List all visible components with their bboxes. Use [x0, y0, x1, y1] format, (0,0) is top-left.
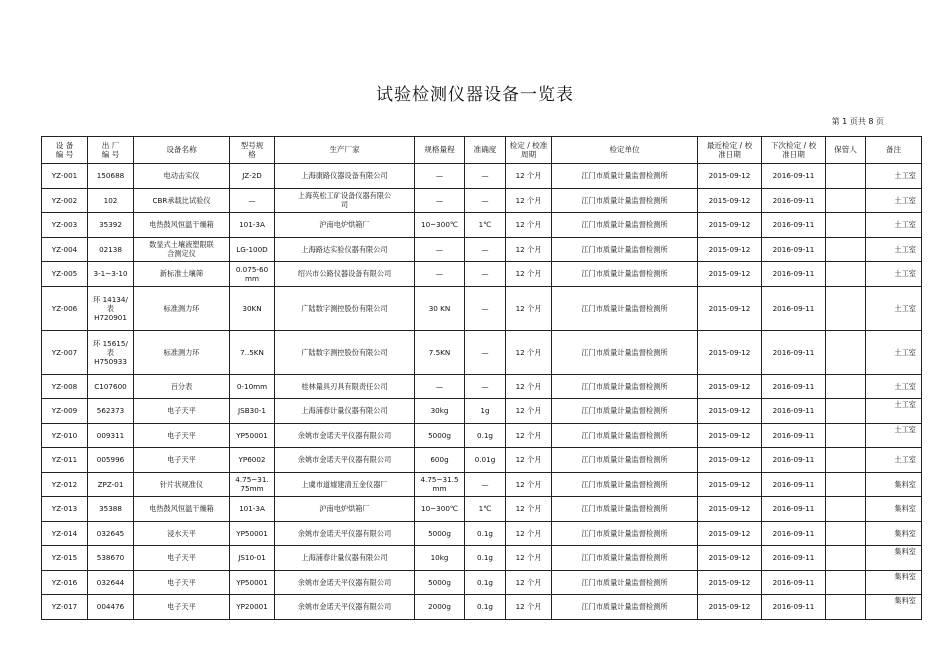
- table-row: [42, 237, 922, 262]
- table-cell: —: [415, 164, 465, 189]
- table-cell: 环 14134/ 表 H720901: [88, 286, 134, 330]
- table-cell: 5000g: [415, 570, 465, 595]
- table-cell: 针片状规准仪: [134, 472, 230, 497]
- table-cell: 集料室: [866, 570, 922, 595]
- table-row: [42, 374, 922, 399]
- table-cell: 2015-09-12: [698, 595, 762, 620]
- table-cell: 上海浦春计量仪器有限公司: [275, 399, 415, 424]
- table-cell: 35388: [88, 497, 134, 522]
- table-cell: 2015-09-12: [698, 448, 762, 473]
- table-cell: 江门市质量计量监督检测所: [552, 448, 698, 473]
- table-cell: 2015-09-12: [698, 472, 762, 497]
- column-header: 备注: [866, 137, 922, 164]
- table-cell: 江门市质量计量监督检测所: [552, 164, 698, 189]
- table-cell: 3-1~3-10: [88, 262, 134, 287]
- table-row: [42, 570, 922, 595]
- table-cell: YP50001: [230, 423, 275, 448]
- table-cell: 12 个月: [506, 237, 552, 262]
- table-cell: 2000g: [415, 595, 465, 620]
- table-cell: 上海英松工矿设备仪器有限公 司: [275, 188, 415, 213]
- table-cell: [826, 399, 866, 424]
- table-cell: 电热鼓风恒温干燥箱: [134, 497, 230, 522]
- table-cell: YZ-014: [42, 521, 88, 546]
- table-cell: 032645: [88, 521, 134, 546]
- table-cell: [826, 286, 866, 330]
- table-cell: 沪南电炉烘箱厂: [275, 497, 415, 522]
- table-cell: 土工室: [866, 448, 922, 473]
- table-cell: 标准测力环: [134, 286, 230, 330]
- column-header: 规格量程: [415, 137, 465, 164]
- table-row: [42, 423, 922, 448]
- table-cell: —: [465, 286, 506, 330]
- table-cell: 广陆数字测控股份有限公司: [275, 330, 415, 374]
- table-cell: YZ-008: [42, 374, 88, 399]
- table-cell: JSB30-1: [230, 399, 275, 424]
- table-cell: [826, 546, 866, 571]
- table-cell: 电动击实仪: [134, 164, 230, 189]
- table-row: [42, 213, 922, 238]
- table-cell: [826, 330, 866, 374]
- table-cell: 江门市质量计量监督检测所: [552, 188, 698, 213]
- table-cell: 12 个月: [506, 374, 552, 399]
- table-cell: 12 个月: [506, 286, 552, 330]
- table-cell: 电子天平: [134, 546, 230, 571]
- table-cell: 土工室: [866, 213, 922, 238]
- table-cell: 集料室: [866, 546, 922, 571]
- column-header: 准确度: [465, 137, 506, 164]
- table-cell: 电子天平: [134, 448, 230, 473]
- table-cell: 1g: [465, 399, 506, 424]
- table-cell: 0.1g: [465, 521, 506, 546]
- table-cell: [826, 472, 866, 497]
- table-cell: 12 个月: [506, 188, 552, 213]
- table-cell: 2015-09-12: [698, 286, 762, 330]
- table-cell: ZPZ-01: [88, 472, 134, 497]
- table-row: [42, 330, 922, 374]
- table-cell: 2016-09-11: [762, 521, 826, 546]
- table-cell: YZ-006: [42, 286, 88, 330]
- table-row: [42, 399, 922, 424]
- table-cell: 12 个月: [506, 330, 552, 374]
- table-cell: 广陆数字测控股份有限公司: [275, 286, 415, 330]
- table-cell: [826, 448, 866, 473]
- table-cell: 004476: [88, 595, 134, 620]
- table-cell: 余姚市金诺天平仪器有限公司: [275, 521, 415, 546]
- table-cell: CBR承载比试验仪: [134, 188, 230, 213]
- table-cell: 上虞市道墟建清五金仪器厂: [275, 472, 415, 497]
- table-cell: YZ-013: [42, 497, 88, 522]
- table-cell: 余姚市金诺天平仪器有限公司: [275, 570, 415, 595]
- page-number: 第 1 页共 8 页: [831, 117, 884, 126]
- table-cell: 江门市质量计量监督检测所: [552, 570, 698, 595]
- table-cell: 2016-09-11: [762, 423, 826, 448]
- table-cell: 0.01g: [465, 448, 506, 473]
- table-cell: 2015-09-12: [698, 497, 762, 522]
- table-cell: —: [415, 262, 465, 287]
- table-cell: JS10-01: [230, 546, 275, 571]
- table-cell: 余姚市金诺天平仪器有限公司: [275, 423, 415, 448]
- table-cell: 土工室: [866, 399, 922, 424]
- table-cell: 江门市质量计量监督检测所: [552, 237, 698, 262]
- table-cell: 上海康路仪器设备有限公司: [275, 164, 415, 189]
- table-cell: 江门市质量计量监督检测所: [552, 262, 698, 287]
- table-cell: [826, 237, 866, 262]
- page-title: 试验检测仪器设备一览表: [376, 85, 574, 105]
- table-cell: 2016-09-11: [762, 497, 826, 522]
- table-row: [42, 521, 922, 546]
- table-cell: 电子天平: [134, 570, 230, 595]
- table-cell: [826, 423, 866, 448]
- table-cell: 102: [88, 188, 134, 213]
- table-cell: 2016-09-11: [762, 374, 826, 399]
- table-cell: 沪南电炉烘箱厂: [275, 213, 415, 238]
- table-cell: 032644: [88, 570, 134, 595]
- table-cell: 2016-09-11: [762, 188, 826, 213]
- table-cell: 数显式土壤液塑限联 合测定仪: [134, 237, 230, 262]
- table-cell: 集料室: [866, 521, 922, 546]
- table-cell: 江门市质量计量监督检测所: [552, 374, 698, 399]
- table-cell: —: [465, 237, 506, 262]
- table-cell: 12 个月: [506, 546, 552, 571]
- table-cell: 江门市质量计量监督检测所: [552, 497, 698, 522]
- table-cell: 环 15615/ 表 H750933: [88, 330, 134, 374]
- table-row: [42, 448, 922, 473]
- table-cell: 12 个月: [506, 448, 552, 473]
- table-cell: 电热鼓风恒温干燥箱: [134, 213, 230, 238]
- table-cell: 5000g: [415, 423, 465, 448]
- column-header: 生产厂家: [275, 137, 415, 164]
- table-cell: 12 个月: [506, 262, 552, 287]
- table-cell: [826, 188, 866, 213]
- table-cell: 土工室: [866, 374, 922, 399]
- table-cell: 4.75~31. 75mm: [230, 472, 275, 497]
- table-cell: —: [415, 188, 465, 213]
- table-cell: 1℃: [465, 497, 506, 522]
- table-cell: [826, 521, 866, 546]
- table-cell: 0.1g: [465, 423, 506, 448]
- table-cell: 009311: [88, 423, 134, 448]
- table-row: [42, 262, 922, 287]
- column-header: 保管人: [826, 137, 866, 164]
- table-row: [42, 472, 922, 497]
- table-cell: LG-100D: [230, 237, 275, 262]
- table-cell: 土工室: [866, 423, 922, 448]
- table-cell: —: [230, 188, 275, 213]
- table-cell: 标准测力环: [134, 330, 230, 374]
- table-cell: 新标准土壤筛: [134, 262, 230, 287]
- table-cell: 2016-09-11: [762, 448, 826, 473]
- table-cell: YZ-007: [42, 330, 88, 374]
- table-cell: 集料室: [866, 472, 922, 497]
- table-cell: YP6002: [230, 448, 275, 473]
- table-cell: 江门市质量计量监督检测所: [552, 595, 698, 620]
- table-cell: 538670: [88, 546, 134, 571]
- table-cell: 江门市质量计量监督检测所: [552, 546, 698, 571]
- column-header: 型号规 格: [230, 137, 275, 164]
- table-cell: 江门市质量计量监督检测所: [552, 521, 698, 546]
- table-cell: 2015-09-12: [698, 262, 762, 287]
- table-cell: 江门市质量计量监督检测所: [552, 472, 698, 497]
- table-cell: —: [465, 188, 506, 213]
- table-cell: 10~300℃: [415, 497, 465, 522]
- table-cell: 江门市质量计量监督检测所: [552, 286, 698, 330]
- table-cell: 土工室: [866, 188, 922, 213]
- table-cell: 30kg: [415, 399, 465, 424]
- table-row: [42, 595, 922, 620]
- table-cell: 35392: [88, 213, 134, 238]
- table-cell: 2015-09-12: [698, 164, 762, 189]
- table-cell: YP20001: [230, 595, 275, 620]
- table-cell: 上海浦春计量仪器有限公司: [275, 546, 415, 571]
- table-cell: 2016-09-11: [762, 262, 826, 287]
- table-cell: —: [465, 164, 506, 189]
- column-header: 最近检定 / 校 准日期: [698, 137, 762, 164]
- table-cell: 0.1g: [465, 546, 506, 571]
- table-cell: [826, 164, 866, 189]
- table-cell: 7.5KN: [415, 330, 465, 374]
- table-header-row: [42, 137, 922, 164]
- equipment-table: [41, 136, 922, 620]
- table-cell: 2015-09-12: [698, 188, 762, 213]
- table-cell: 土工室: [866, 262, 922, 287]
- table-cell: 2015-09-12: [698, 423, 762, 448]
- table-cell: 2015-09-12: [698, 399, 762, 424]
- table-cell: [826, 374, 866, 399]
- column-header: 检定 / 校准 周期: [506, 137, 552, 164]
- table-cell: 2015-09-12: [698, 570, 762, 595]
- table-cell: —: [465, 262, 506, 287]
- table-cell: —: [465, 330, 506, 374]
- table-cell: YZ-017: [42, 595, 88, 620]
- table-cell: —: [465, 374, 506, 399]
- table-cell: 2016-09-11: [762, 595, 826, 620]
- table-cell: 2016-09-11: [762, 330, 826, 374]
- table-cell: YZ-015: [42, 546, 88, 571]
- table-cell: [826, 213, 866, 238]
- table-cell: YZ-009: [42, 399, 88, 424]
- table-cell: 2016-09-11: [762, 164, 826, 189]
- table-cell: 2015-09-12: [698, 374, 762, 399]
- table-cell: YZ-011: [42, 448, 88, 473]
- table-cell: 电子天平: [134, 399, 230, 424]
- table-row: [42, 286, 922, 330]
- table-cell: 土工室: [866, 330, 922, 374]
- table-cell: 02138: [88, 237, 134, 262]
- table-cell: 2015-09-12: [698, 521, 762, 546]
- table-cell: YZ-016: [42, 570, 88, 595]
- table-cell: 30KN: [230, 286, 275, 330]
- table-cell: 集料室: [866, 595, 922, 620]
- table-cell: 江门市质量计量监督检测所: [552, 423, 698, 448]
- table-cell: YZ-010: [42, 423, 88, 448]
- table-cell: 电子天平: [134, 423, 230, 448]
- table-cell: C107600: [88, 374, 134, 399]
- table-cell: 12 个月: [506, 164, 552, 189]
- table-cell: 江门市质量计量监督检测所: [552, 330, 698, 374]
- table-cell: YZ-005: [42, 262, 88, 287]
- table-cell: 12 个月: [506, 570, 552, 595]
- table-cell: 浸水天平: [134, 521, 230, 546]
- table-cell: 562373: [88, 399, 134, 424]
- column-header: 设 备 编 号: [42, 137, 88, 164]
- table-cell: 0.1g: [465, 595, 506, 620]
- table-cell: 2015-09-12: [698, 213, 762, 238]
- table-cell: 12 个月: [506, 213, 552, 238]
- table-cell: 江门市质量计量监督检测所: [552, 399, 698, 424]
- table-cell: 10kg: [415, 546, 465, 571]
- table-cell: 土工室: [866, 286, 922, 330]
- table-row: [42, 546, 922, 571]
- table-cell: YP50001: [230, 570, 275, 595]
- table-cell: 绍兴市公路仪器设备有限公司: [275, 262, 415, 287]
- table-cell: [826, 497, 866, 522]
- table-cell: 2015-09-12: [698, 330, 762, 374]
- table-cell: 12 个月: [506, 399, 552, 424]
- table-cell: YZ-003: [42, 213, 88, 238]
- table-cell: 7..5KN: [230, 330, 275, 374]
- table-cell: 2016-09-11: [762, 570, 826, 595]
- table-cell: 101-3A: [230, 497, 275, 522]
- table-cell: 2015-09-12: [698, 237, 762, 262]
- table-row: [42, 188, 922, 213]
- table-cell: —: [415, 374, 465, 399]
- table-cell: 12 个月: [506, 423, 552, 448]
- table-cell: 4.75~31.5 mm: [415, 472, 465, 497]
- table-cell: 电子天平: [134, 595, 230, 620]
- table-row: [42, 497, 922, 522]
- table-cell: YZ-002: [42, 188, 88, 213]
- table-cell: JZ-2D: [230, 164, 275, 189]
- table-cell: 2016-09-11: [762, 213, 826, 238]
- table-cell: 土工室: [866, 164, 922, 189]
- table-cell: 0.1g: [465, 570, 506, 595]
- table-cell: 余姚市金诺天平仪器有限公司: [275, 595, 415, 620]
- table-row: [42, 164, 922, 189]
- table-cell: 101-3A: [230, 213, 275, 238]
- table-cell: 2015-09-12: [698, 546, 762, 571]
- table-cell: 集料室: [866, 497, 922, 522]
- column-header: 检定单位: [552, 137, 698, 164]
- table-cell: 2016-09-11: [762, 237, 826, 262]
- table-cell: 150688: [88, 164, 134, 189]
- table-cell: 桂林量具刃具有限责任公司: [275, 374, 415, 399]
- table-cell: 10~300℃: [415, 213, 465, 238]
- column-header: 设备名称: [134, 137, 230, 164]
- table-cell: 土工室: [866, 237, 922, 262]
- table-cell: 12 个月: [506, 497, 552, 522]
- table-cell: 2016-09-11: [762, 546, 826, 571]
- table-cell: —: [415, 237, 465, 262]
- table-cell: YZ-012: [42, 472, 88, 497]
- table-cell: 12 个月: [506, 595, 552, 620]
- table-cell: [826, 595, 866, 620]
- column-header: 出 厂 编 号: [88, 137, 134, 164]
- table-cell: 余姚市金诺天平仪器有限公司: [275, 448, 415, 473]
- table-cell: [826, 262, 866, 287]
- table-cell: YZ-004: [42, 237, 88, 262]
- table-cell: 2016-09-11: [762, 399, 826, 424]
- table-cell: 2016-09-11: [762, 286, 826, 330]
- table-cell: 0-10mm: [230, 374, 275, 399]
- table-cell: 5000g: [415, 521, 465, 546]
- table-cell: [826, 570, 866, 595]
- table-cell: 30 KN: [415, 286, 465, 330]
- table-cell: 2016-09-11: [762, 472, 826, 497]
- table-cell: 005996: [88, 448, 134, 473]
- table-cell: 江门市质量计量监督检测所: [552, 213, 698, 238]
- table-cell: YP50001: [230, 521, 275, 546]
- table-cell: YZ-001: [42, 164, 88, 189]
- table-cell: 12 个月: [506, 521, 552, 546]
- table-cell: 0.075-60 mm: [230, 262, 275, 287]
- column-header: 下次检定 / 校 准日期: [762, 137, 826, 164]
- table-cell: —: [465, 472, 506, 497]
- table-cell: 百分表: [134, 374, 230, 399]
- table-cell: 600g: [415, 448, 465, 473]
- table-cell: 上海路达实验仪器有限公司: [275, 237, 415, 262]
- table-cell: 12 个月: [506, 472, 552, 497]
- table-cell: 1℃: [465, 213, 506, 238]
